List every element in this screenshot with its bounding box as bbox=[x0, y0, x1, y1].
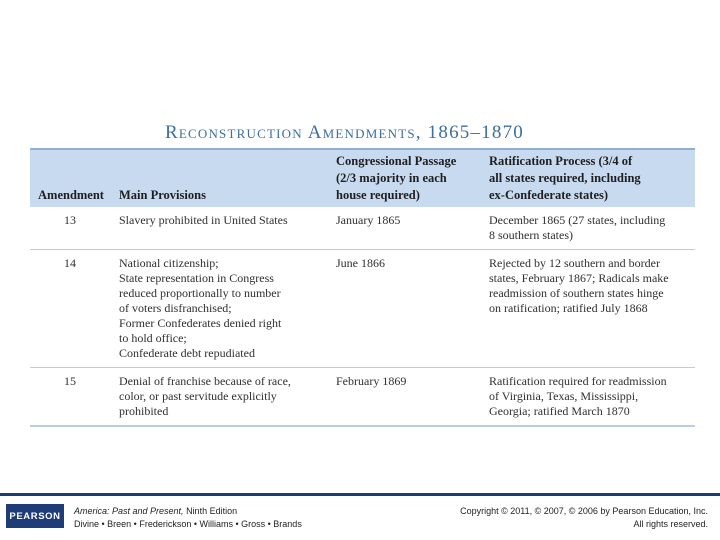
ratification-line: of Virginia, Texas, Mississippi, bbox=[489, 389, 639, 403]
main-provisions bbox=[115, 207, 332, 250]
footer-copyright bbox=[460, 505, 708, 531]
ratification-line: on ratification; ratified July 1868 bbox=[489, 301, 648, 315]
amendment-number: 15 bbox=[64, 374, 76, 388]
table-row bbox=[30, 207, 695, 250]
pearson-logo: PEARSON bbox=[6, 504, 64, 528]
congressional-passage: February 1869 bbox=[336, 374, 407, 388]
amendment-number: 13 bbox=[64, 213, 76, 227]
ratification-line: Ratification required for readmission bbox=[489, 374, 667, 388]
header-passage-line: Congressional Passage bbox=[336, 154, 457, 168]
provision-line: color, or past servitude explicitly bbox=[119, 389, 277, 403]
footer-rule bbox=[0, 493, 720, 496]
header-ratification-line: all states required, including bbox=[489, 171, 641, 185]
book-title-line bbox=[74, 505, 302, 518]
table-row bbox=[30, 368, 695, 427]
amendments-table bbox=[30, 150, 695, 427]
congressional-passage: January 1865 bbox=[336, 213, 401, 227]
provision-line: Slavery prohibited in United States bbox=[119, 213, 288, 227]
main-provisions bbox=[115, 250, 332, 368]
header-passage-line: (2/3 majority in each bbox=[336, 171, 447, 185]
header-passage-line: house required) bbox=[336, 188, 420, 202]
amendment-number: 14 bbox=[64, 256, 76, 270]
provision-line: Confederate debt repudiated bbox=[119, 346, 255, 360]
footer-book-info bbox=[74, 505, 302, 531]
provision-line: to hold office; bbox=[119, 331, 187, 345]
table-title: Reconstruction Amendments, 1865–1870 bbox=[165, 122, 524, 143]
header-passage bbox=[332, 150, 485, 207]
ratification-process bbox=[485, 207, 695, 250]
ratification-line: December 1865 (27 states, including bbox=[489, 213, 666, 227]
header-ratification-line: Ratification Process (3/4 of bbox=[489, 154, 633, 168]
amendments-table-container bbox=[30, 150, 695, 427]
header-provisions: Main Provisions bbox=[119, 188, 206, 202]
ratification-line: 8 southern states) bbox=[489, 228, 573, 242]
header-ratification bbox=[485, 150, 695, 207]
book-title: America: Past and Present, bbox=[74, 506, 184, 516]
provision-line: reduced proportionally to number bbox=[119, 286, 281, 300]
ratification-line: states, February 1867; Radicals make bbox=[489, 271, 669, 285]
congressional-passage: June 1866 bbox=[336, 256, 385, 270]
ratification-line: Rejected by 12 southern and border bbox=[489, 256, 660, 270]
ratification-line: Georgia; ratified March 1870 bbox=[489, 404, 630, 418]
provision-line: National citizenship; bbox=[119, 256, 219, 270]
provision-line: of voters disfranchised; bbox=[119, 301, 232, 315]
ratification-process bbox=[485, 250, 695, 368]
book-authors: Divine • Breen • Frederickson • Williams • Gross • Brands bbox=[74, 519, 302, 529]
header-ratification-line: ex-Confederate states) bbox=[489, 188, 609, 202]
ratification-line: readmission of southern states hinge bbox=[489, 286, 664, 300]
header-amendment: Amendment bbox=[38, 188, 104, 202]
main-provisions bbox=[115, 368, 332, 427]
provision-line: prohibited bbox=[119, 404, 169, 418]
ratification-process bbox=[485, 368, 695, 427]
book-edition: Ninth Edition bbox=[183, 506, 238, 516]
copyright-text: Copyright © 2011, © 2007, © 2006 by Pearson Education, Inc. bbox=[460, 506, 708, 516]
table-header-row bbox=[30, 150, 695, 207]
rights-text: All rights reserved. bbox=[633, 519, 708, 529]
table-row bbox=[30, 250, 695, 368]
provision-line: Denial of franchise because of race, bbox=[119, 374, 291, 388]
provision-line: State representation in Congress bbox=[119, 271, 274, 285]
provision-line: Former Confederates denied right bbox=[119, 316, 282, 330]
